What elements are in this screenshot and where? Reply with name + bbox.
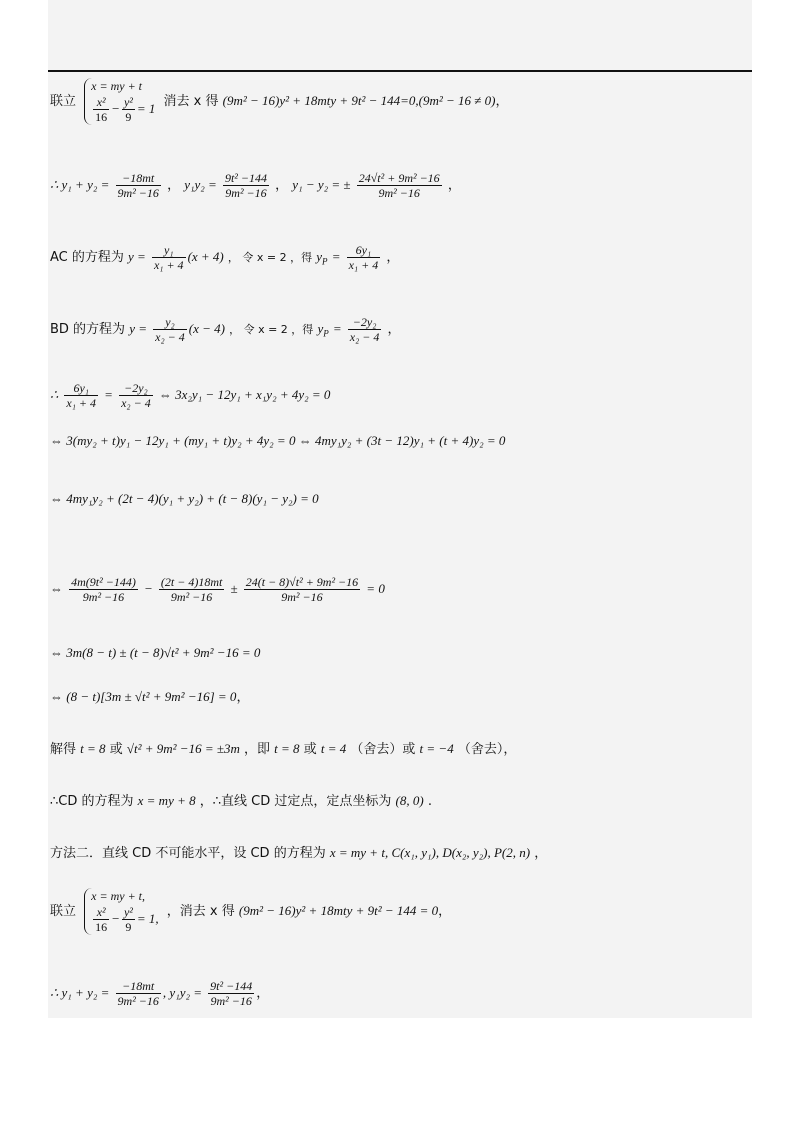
fraction-sum-2: $\frac{-18mt}{\text{9m² −16}}$: [117, 979, 159, 1008]
fraction-term-2: $\frac{(2t - 4)18mt}{\text{9m² −16}}$: [160, 575, 223, 604]
line-expand: ⇔ 3(my₂ + t)y₁ − 12y₁ + (my₁ + t)y₂ + 4y₂ = 0 ⇔ 4my₁y₂ + (3t − 12)y₁ + (t + 4)y₂ = 0: [50, 433, 506, 448]
fraction-x2-16-b: $\frac{\text{x²}}{16}$: [95, 905, 108, 934]
fraction-sum: $\frac{-18mt}{\text{9m² −16}}$: [117, 171, 159, 200]
document-page: [48, 0, 752, 1018]
line-vieta-1: ∴ y₁ + y₂ = $\frac{-18mt}{\text{9m² −16}}$ ， y₁y₂ = $\frac{\text{9t² −144}}{\text{9m² −16}}$ ， y₁ − y₂ = ± $\frac{\text{24√t² + 9m² −16}}{\text{9m² −16}}$ ，: [50, 171, 461, 200]
fraction-x2-16: $\frac{\text{x²}}{16}$: [95, 95, 108, 124]
line-equate-yp: ∴ $\frac{\text{6y₁}}{\text{x₁ + 4}}$ = $\frac{\text{−2y₂}}{\text{x₂ − 4}}$ ⇔ 3x₂y₁ − 12y₁ + x₁y₂ + 4y₂ = 0: [50, 381, 331, 410]
line-factor: ⇔ (8 − t)[3m ± √t² + 9m² −16] = 0，: [50, 689, 250, 705]
text-lianli: 联立: [50, 94, 77, 109]
line-simplify-1: ⇔ 3m(8 − t) ± (t − 8)√t² + 9m² −16 = 0: [50, 645, 261, 660]
fraction-left: $\frac{\text{6y₁}}{\text{x₁ + 4}}$: [66, 381, 97, 410]
line-vieta-2: ∴ y₁ + y₂ = $\frac{-18mt}{\text{9m² −16}}$ , y₁y₂ = $\frac{\text{9t² −144}}{\text{9m² −16}}$ ，: [50, 979, 270, 1008]
line-substitute: ⇔ $\frac{\text{4m(9t² −144)}}{\text{9m² −16}}$ − $\frac{(2t - 4)18mt}{\text{9m² −16}}$ ± $\frac{\text{24(t − 8)√t² + 9m² −16}}{\text{9m² −16}}$ = 0: [50, 575, 385, 604]
line-system-1: 联立 x = my + t $\frac{\text{x²}}{16}$ − $\frac{\text{y²}}{9}$ = 1 消去 x 得 (9m² − 16)y² + 18mty + 9t² − 144=0,(9m² − 16 ≠ 0)，: [50, 79, 509, 124]
line-method-two: 方法二．直线 CD 不可能水平，设 CD 的方程为 x = my + t, C(x₁, y₁), D(x₂, y₂), P(2, n) ，: [50, 845, 548, 861]
system-row-1: x = my + t: [91, 79, 143, 93]
equation-system-2: x = my + t, $\frac{\text{x²}}{16}$ − $\frac{\text{y²}}{9}$ = 1,: [84, 888, 159, 935]
fraction-term-3: $\frac{\text{24(t − 8)√t² + 9m² −16}}{\text{9m² −16}}$: [245, 575, 359, 604]
equation-system: [84, 78, 155, 125]
fraction-slope-bd: $\frac{\text{y₂}}{\text{x₂ − 4}}$: [155, 315, 185, 344]
line-bd-equation: BD 的方程为 y = $\frac{\text{y₂}}{\text{x₂ − 4}}$ (x − 4) ， 令 x = 2 ，得 $y_P$ = $\frac{\text{−2y₂}}{\text{x₂ − 4}}$ ，: [50, 315, 401, 344]
line-ac-equation: AC 的方程为 y = $\frac{\text{y₁}}{\text{x₁ + 4}}$ (x + 4) ， 令 x = 2 ，得 $y_P$ = $\frac{\text{6y₁}}{\text{x₁ + 4}}$ ，: [50, 243, 400, 272]
fraction-right: $\frac{\text{−2y₂}}{\text{x₂ − 4}}$: [121, 381, 151, 410]
fraction-term-1: $\frac{\text{4m(9t² −144)}}{\text{9m² −16}}$: [71, 575, 136, 604]
fraction-yp-bd: $\frac{\text{−2y₂}}{\text{x₂ − 4}}$: [349, 315, 380, 344]
line-rearrange: ⇔ 4my₁y₂ + (2t − 4)(y₁ + y₂) + (t − 8)(y₁ − y₂) = 0: [50, 491, 319, 506]
line-solutions: 解得 t = 8 或 √t² + 9m² −16 = ±3m ，即 t = 8 或 t = 4 （舍去）或 t = −4 （舍去），: [50, 741, 517, 757]
text-eliminate: 消去 x 得: [163, 94, 219, 109]
fraction-product: $\frac{\text{9t² −144}}{\text{9m² −16}}$: [224, 171, 267, 200]
text-ac-equation: AC 的方程为: [50, 250, 124, 265]
fraction-slope-ac: $\frac{\text{y₁}}{\text{x₁ + 4}}$: [153, 243, 184, 272]
text-bd-equation: BD 的方程为: [50, 322, 126, 337]
line-system-2: 联立 x = my + t, $\frac{\text{x²}}{16}$ − $\frac{\text{y²}}{9}$ = 1, ，消去 x 得 (9m² − 16)y² + 18mty + 9t² − 144 = 0，: [50, 889, 452, 934]
header-rule: [48, 70, 752, 72]
quadratic-equation: (9m² − 16)y² + 18mty + 9t² − 144=0,(9m² − 16 ≠ 0): [222, 93, 496, 108]
fraction-y2-9: $\frac{\text{y²}}{9}$: [123, 95, 133, 124]
fraction-yp-ac: $\frac{\text{6y₁}}{\text{x₁ + 4}}$: [348, 243, 379, 272]
fraction-y2-9-b: $\frac{\text{y²}}{9}$: [123, 905, 133, 934]
fraction-product-2: $\frac{\text{9t² −144}}{\text{9m² −16}}$: [210, 979, 253, 1008]
system-row-2: $\frac{\text{x²}}{16}$ − $\frac{\text{y²}}{9}$ = 1: [95, 95, 156, 124]
fraction-difference: $\frac{\text{24√t² + 9m² −16}}{\text{9m² −16}}$: [358, 171, 440, 200]
line-conclusion: ∴CD 的方程为 x = my + 8 ，∴直线 CD 过定点，定点坐标为 (8, 0) .: [50, 793, 432, 809]
